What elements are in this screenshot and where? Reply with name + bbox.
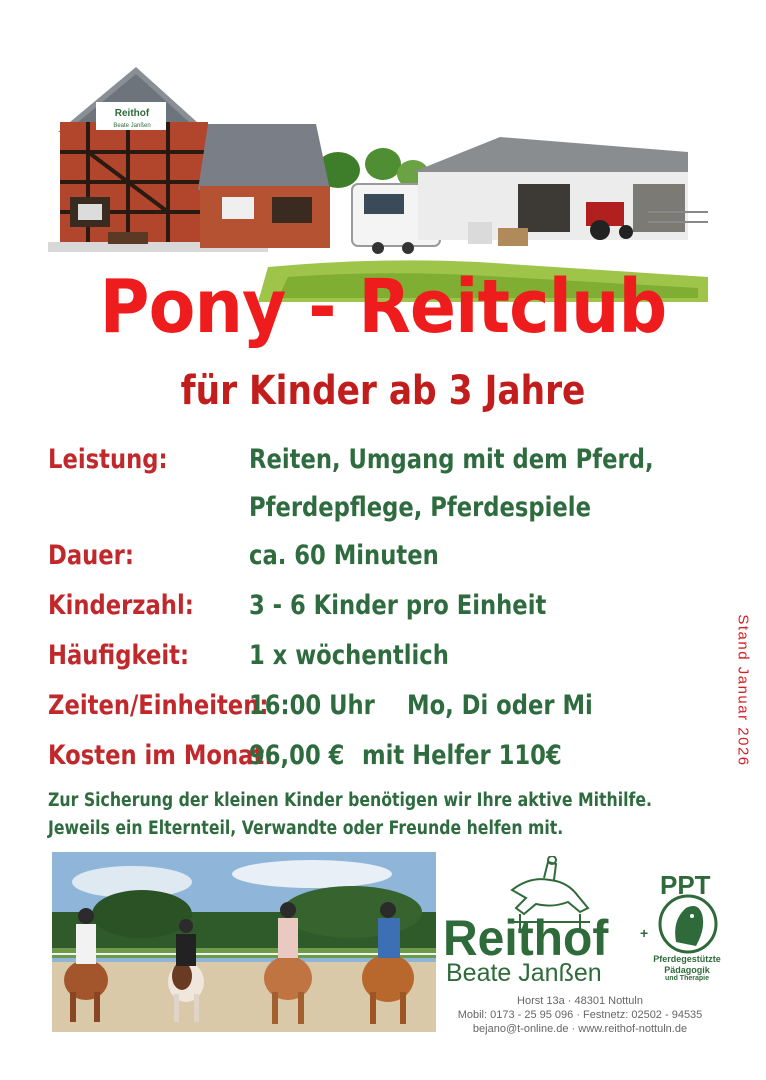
value-leistung-line2: Pferdepflege, Pferdespiele — [249, 492, 591, 523]
value-zeiten: 16:00 Uhr — [249, 690, 375, 721]
label-kosten: Kosten im Monat: — [48, 740, 274, 771]
ppt-logo-text: PPT — [660, 870, 711, 900]
building-sign-name: Reithof — [114, 108, 150, 119]
logo-name: Reithof — [443, 910, 609, 966]
label-haeufigkeit: Häufigkeit: — [48, 640, 190, 671]
value-haeufigkeit: 1 x wöchentlich — [249, 640, 449, 671]
poster-title: Pony - Reitclub — [99, 264, 667, 350]
value-zeiten-days: Mo, Di oder Mi — [407, 690, 593, 721]
label-leistung: Leistung: — [48, 444, 168, 475]
value-leistung: Reiten, Umgang mit dem Pferd, — [249, 444, 654, 475]
label-zeiten: Zeiten/Einheiten: — [48, 690, 269, 721]
contact-address: Horst 13a · 48301 Nottuln — [517, 995, 643, 1007]
riding-photo — [52, 852, 436, 1032]
building-sign-owner: Beate Janßen — [113, 123, 151, 129]
value-dauer: ca. 60 Minuten — [249, 540, 439, 571]
label-kinderzahl: Kinderzahl: — [48, 590, 194, 621]
value-kosten: 96,00 € — [249, 740, 345, 771]
logo-plus: + — [640, 925, 649, 941]
ppt-subline-2: Pädagogik — [664, 965, 710, 975]
ppt-subline-3: und Therapie — [665, 975, 709, 982]
value-kinderzahl: 3 - 6 Kinder pro Einheit — [249, 590, 547, 621]
note-line-2: Jeweils ein Elternteil, Verwandte oder Freunde helfen mit. — [48, 818, 564, 839]
poster-subtitle: für Kinder ab 3 Jahre — [180, 368, 586, 414]
contact-phones: Mobil: 0173 - 25 95 096 · Festnetz: 02502 - 94535 — [457, 1009, 703, 1021]
note-line-1: Zur Sicherung der kleinen Kinder benötigen wir Ihre aktive Mithilfe. — [48, 790, 652, 811]
logo-owner: Beate Janßen — [446, 959, 602, 987]
contact-web: bejano@t-online.de · www.reithof-nottuln.de — [472, 1023, 688, 1035]
ppt-subline-1: Pferdegestützte — [653, 954, 721, 964]
stand-date-stamp: Stand Januar 2026 — [734, 614, 752, 767]
value-kosten-helfer: mit Helfer 110€ — [362, 740, 562, 771]
label-dauer: Dauer: — [48, 540, 134, 571]
